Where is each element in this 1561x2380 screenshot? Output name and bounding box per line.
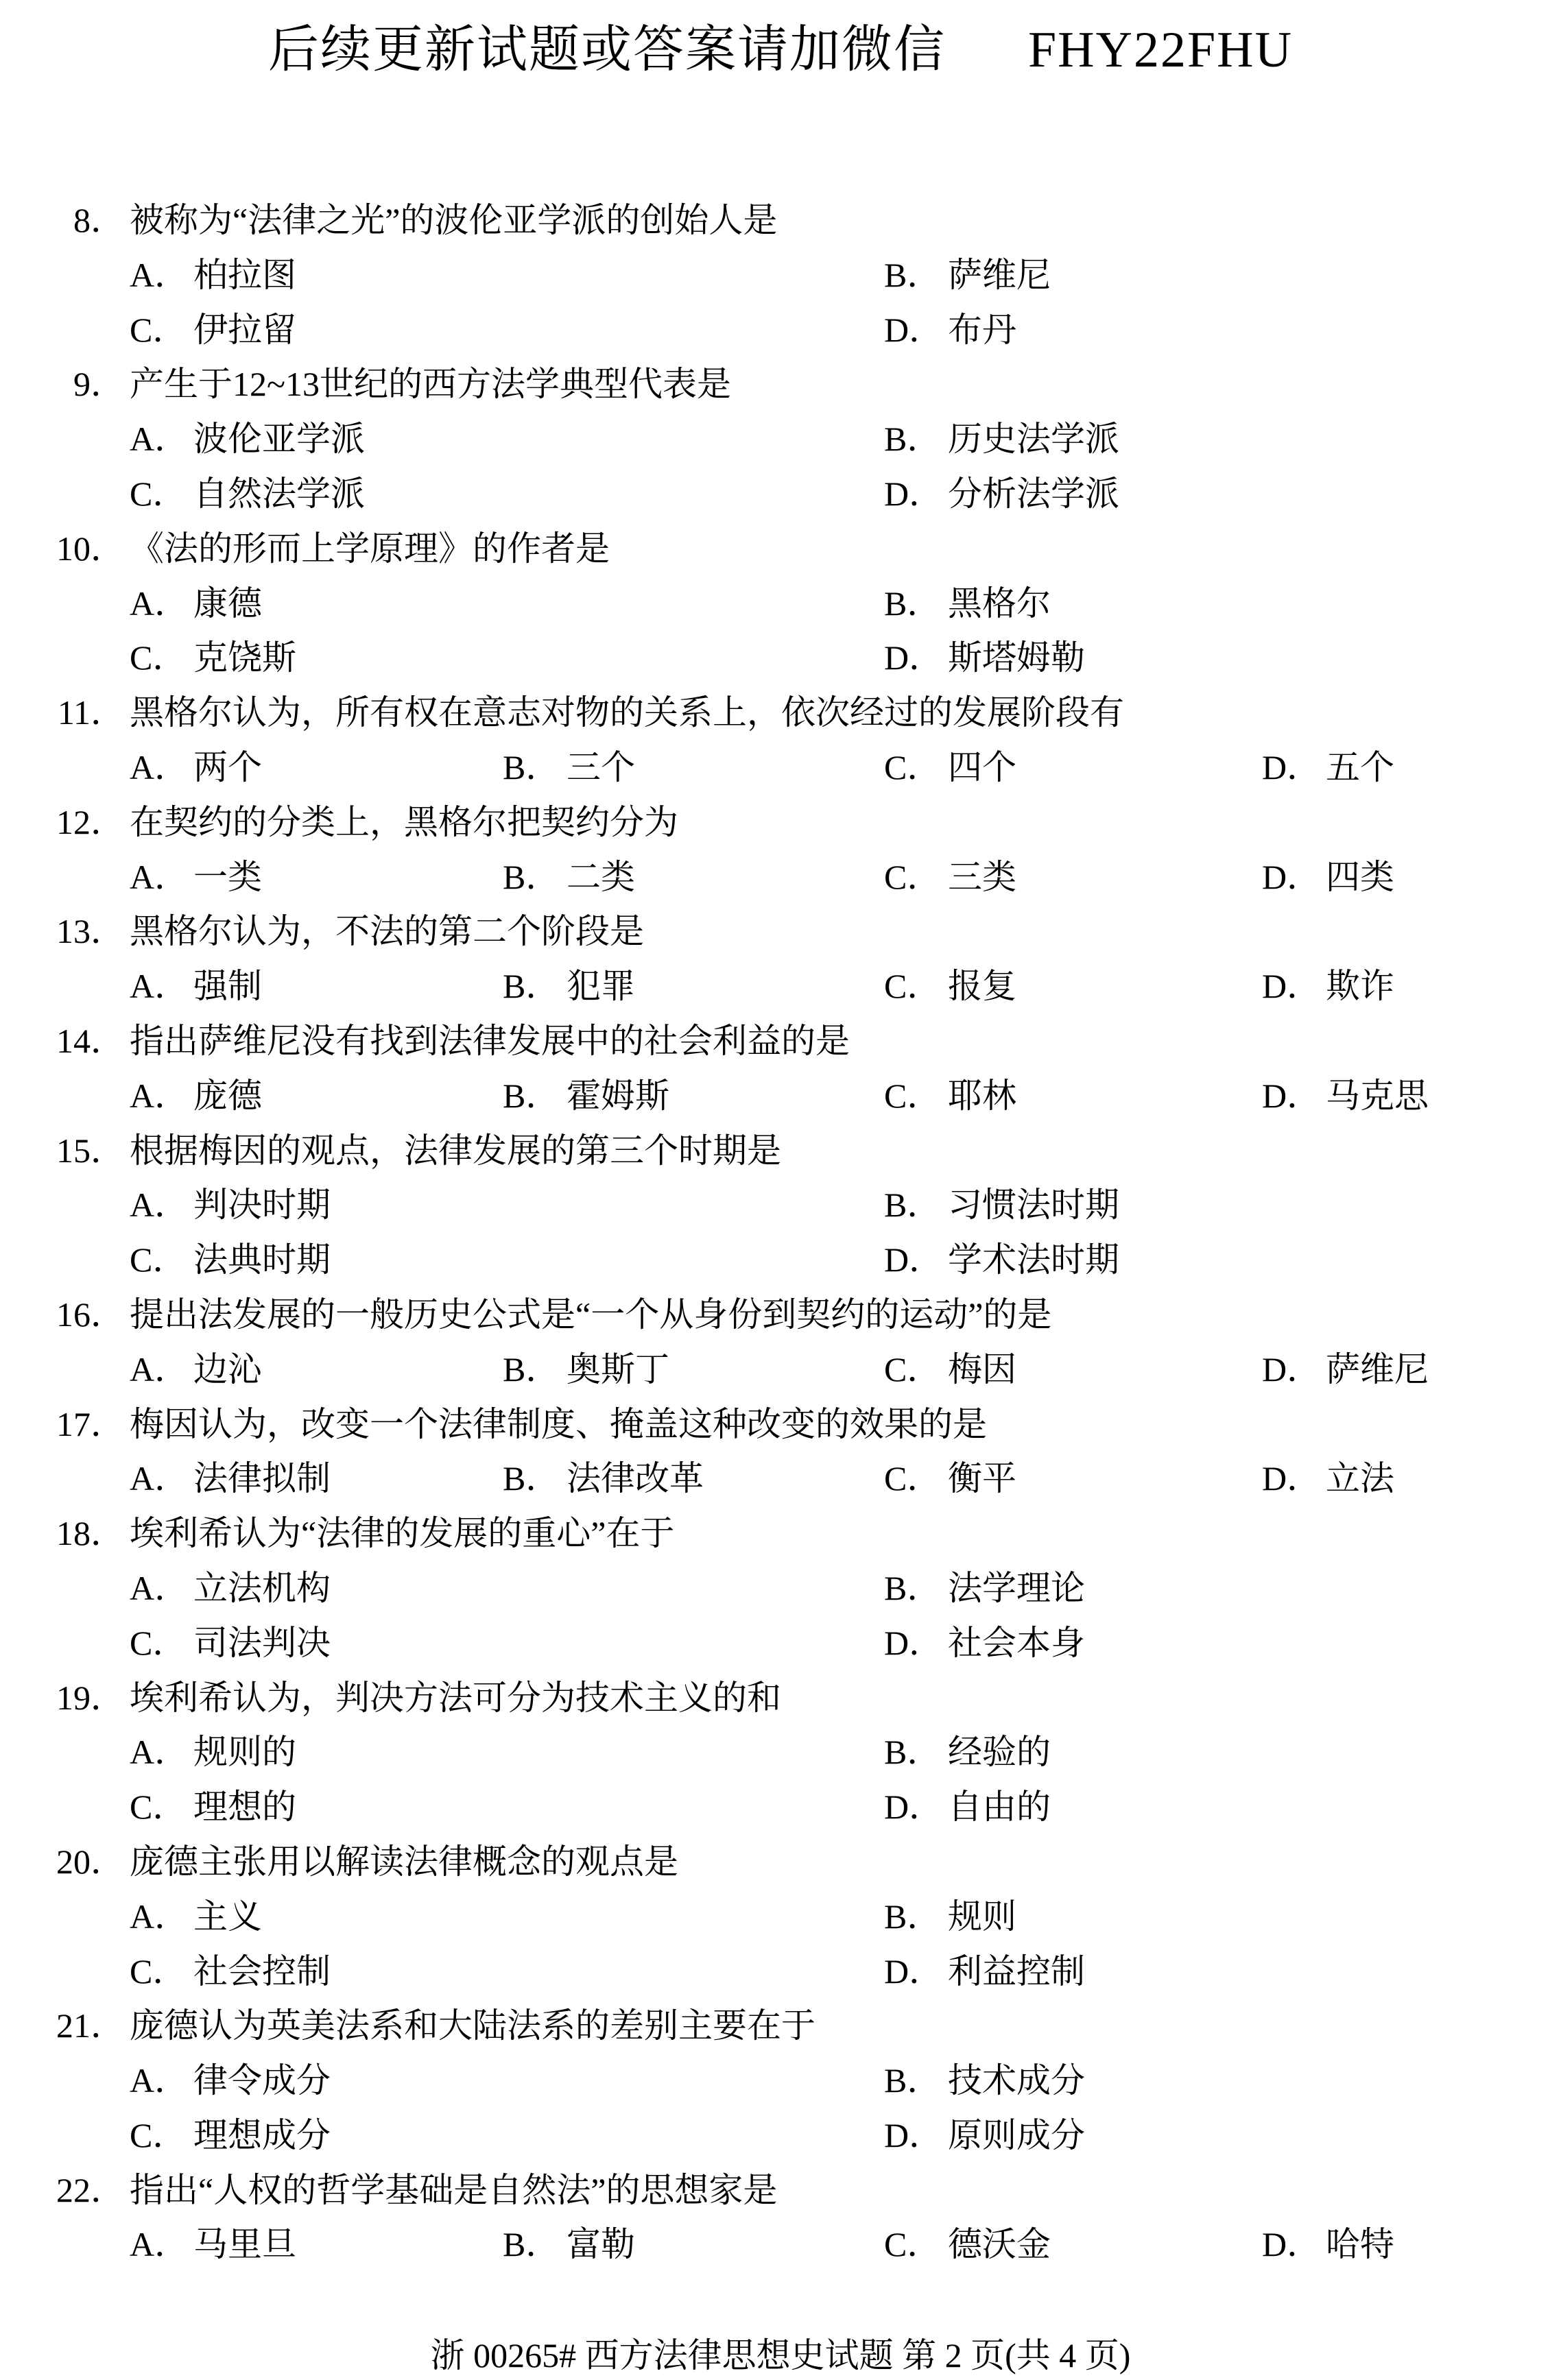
question-stem [0, 904, 1561, 959]
question-stem [0, 1835, 1561, 1890]
option-text: 霍姆斯 [567, 1076, 669, 1115]
option-row [0, 303, 1561, 358]
option-d[interactable] [1262, 2217, 1394, 2272]
option-letter: C． [884, 747, 942, 786]
option-row [0, 1233, 1561, 1288]
option-text: 马里旦 [193, 2225, 296, 2264]
option-letter: A． [130, 1186, 189, 1225]
option-letter: A． [130, 1897, 189, 1936]
option-d[interactable] [884, 303, 1016, 358]
question-text: 黑格尔认为，不法的第二个阶段是 [130, 912, 644, 951]
option-letter: A． [130, 857, 189, 896]
option-text: 布丹 [948, 310, 1016, 349]
question-stem [0, 795, 1561, 850]
option-row [0, 959, 1561, 1014]
option-text: 柏拉图 [193, 255, 296, 294]
option-b[interactable] [503, 1452, 704, 1506]
option-row [0, 1945, 1561, 1999]
option-text: 法学理论 [948, 1568, 1085, 1607]
option-text: 理想成分 [193, 2115, 331, 2154]
option-text: 伊拉留 [193, 310, 296, 349]
option-text: 耶林 [948, 1076, 1016, 1115]
option-c[interactable] [884, 1452, 1016, 1506]
option-letter: D． [884, 1623, 944, 1662]
option-letter: C． [884, 1076, 942, 1115]
option-a[interactable] [130, 248, 296, 303]
page-footer: 浙 00265# 西方法律思想史试题 第 2 页(共 4 页) [430, 2336, 1131, 2375]
question-stem [0, 193, 1561, 248]
option-letter: A． [130, 584, 189, 623]
option-c[interactable] [884, 2217, 1051, 2272]
option-letter: A． [130, 255, 189, 294]
option-c[interactable] [884, 1069, 1016, 1124]
option-text: 学术法时期 [948, 1240, 1119, 1279]
question-number: 10． [56, 529, 125, 568]
option-a[interactable] [130, 1890, 262, 1945]
question-number: 12． [56, 802, 125, 841]
option-letter: C． [130, 2115, 187, 2154]
option-d[interactable] [1262, 741, 1394, 795]
option-text: 两个 [193, 747, 262, 786]
option-letter: D． [1262, 747, 1322, 786]
question-text: 在契约的分类上，黑格尔把契约分为 [130, 802, 678, 841]
option-d[interactable] [1262, 850, 1394, 905]
option-letter: B． [503, 747, 560, 786]
option-row [0, 631, 1561, 686]
option-row [0, 467, 1561, 522]
question-number: 18． [56, 1514, 125, 1553]
option-text: 报复 [948, 967, 1016, 1006]
option-text: 黑格尔 [948, 584, 1051, 623]
question-number: 16． [56, 1295, 125, 1334]
option-letter: D． [884, 1951, 944, 1991]
option-d[interactable] [884, 1233, 1119, 1288]
option-letter: B． [884, 584, 942, 623]
option-letter: D． [1262, 967, 1322, 1006]
question-text: 庞德主张用以解读法律概念的观点是 [130, 1842, 678, 1881]
option-a[interactable] [130, 741, 262, 795]
option-letter: A． [130, 747, 189, 786]
option-b[interactable] [884, 1890, 1016, 1945]
option-text: 规则的 [193, 1733, 296, 1772]
option-row [0, 412, 1561, 467]
option-a[interactable] [130, 1452, 331, 1506]
option-row [0, 1725, 1561, 1780]
option-letter: B． [884, 1186, 942, 1225]
option-b[interactable] [884, 577, 1051, 632]
option-letter: A． [130, 2225, 189, 2264]
option-c[interactable] [884, 741, 1016, 795]
option-text: 立法机构 [193, 1568, 331, 1607]
option-a[interactable] [130, 1561, 331, 1616]
option-text: 一类 [193, 857, 262, 896]
question-text: 庞德认为英美法系和大陆法系的差别主要在于 [130, 2006, 815, 2045]
question-stem [0, 1124, 1561, 1179]
option-text: 五个 [1326, 747, 1394, 786]
option-text: 欺诈 [1326, 967, 1394, 1006]
option-letter: A． [130, 1349, 189, 1389]
option-letter: A． [130, 1733, 189, 1772]
question-stem [0, 686, 1561, 741]
option-d[interactable] [1262, 1069, 1429, 1124]
option-c[interactable] [130, 467, 365, 522]
option-letter: D． [884, 2115, 944, 2154]
question-stem [0, 357, 1561, 412]
option-b[interactable] [503, 850, 635, 905]
option-row [0, 1343, 1561, 1397]
option-letter: A． [130, 1459, 189, 1498]
option-letter: B． [503, 1076, 560, 1115]
question-text: 指出萨维尼没有找到法律发展中的社会利益的是 [130, 1021, 850, 1060]
option-a[interactable] [130, 412, 365, 467]
question-number: 15． [56, 1131, 125, 1170]
option-letter: B． [503, 1459, 560, 1498]
option-row [0, 2054, 1561, 2108]
option-text: 犯罪 [567, 967, 635, 1006]
option-text: 四类 [1326, 857, 1394, 896]
option-b[interactable] [884, 412, 1119, 467]
option-text: 衡平 [948, 1459, 1016, 1498]
option-text: 法律改革 [567, 1459, 704, 1498]
option-letter: D． [1262, 1349, 1322, 1389]
option-row [0, 248, 1561, 303]
option-text: 法典时期 [193, 1240, 331, 1279]
option-c[interactable] [130, 2108, 331, 2163]
option-c[interactable] [130, 1945, 331, 1999]
question-number: 13． [56, 912, 125, 951]
option-letter: B． [884, 2061, 942, 2100]
option-row [0, 741, 1561, 795]
option-letter: C． [884, 2225, 942, 2264]
question-number: 17． [56, 1404, 125, 1443]
option-letter: B． [884, 420, 942, 459]
option-a[interactable] [130, 2217, 296, 2272]
question-number: 8． [73, 201, 125, 239]
option-text: 自然法学派 [193, 474, 365, 513]
option-letter: C． [130, 1951, 187, 1991]
option-d[interactable] [884, 1945, 1085, 1999]
question-stem [0, 1288, 1561, 1343]
option-d[interactable] [884, 1780, 1051, 1835]
option-c[interactable] [130, 1233, 331, 1288]
option-row [0, 2217, 1561, 2272]
option-letter: B． [503, 967, 560, 1006]
option-text: 奥斯丁 [567, 1349, 669, 1389]
option-letter: D． [884, 638, 944, 677]
option-text: 二类 [567, 857, 635, 896]
option-letter: B． [503, 1349, 560, 1389]
option-text: 原则成分 [948, 2115, 1085, 2154]
question-number: 11． [57, 693, 125, 732]
question-stem [0, 1397, 1561, 1452]
option-text: 克饶斯 [193, 638, 296, 677]
option-text: 规则 [948, 1897, 1016, 1936]
page-header [0, 12, 1561, 88]
question-number: 19． [56, 1678, 125, 1717]
option-text: 利益控制 [948, 1951, 1085, 1991]
option-letter: C． [130, 638, 187, 677]
option-letter: A． [130, 1568, 189, 1607]
option-text: 法律拟制 [193, 1459, 331, 1498]
option-row [0, 850, 1561, 905]
question-list [0, 193, 1561, 2272]
option-letter: C． [884, 1349, 942, 1389]
option-c[interactable] [130, 1780, 296, 1835]
option-a[interactable] [130, 1069, 262, 1124]
question-stem [0, 1014, 1561, 1069]
question-stem [0, 1999, 1561, 2054]
option-text: 理想的 [193, 1788, 296, 1827]
option-letter: C． [884, 857, 942, 896]
option-c[interactable] [130, 631, 296, 686]
option-row [0, 1616, 1561, 1671]
question-text: 指出“人权的哲学基础是自然法”的思想家是 [130, 2170, 778, 2209]
option-d[interactable] [1262, 959, 1394, 1014]
question-text: 梅因认为，改变一个法律制度、掩盖这种改变的效果的是 [130, 1404, 987, 1443]
option-c[interactable] [130, 1616, 331, 1671]
option-letter: D． [1262, 2225, 1322, 2264]
question-text: 黑格尔认为，所有权在意志对物的关系上，依次经过的发展阶段有 [130, 693, 1124, 732]
option-row [0, 1561, 1561, 1616]
option-a[interactable] [130, 2054, 331, 2108]
question-stem [0, 2163, 1561, 2218]
option-text: 四个 [948, 747, 1016, 786]
option-d[interactable] [884, 2108, 1085, 2163]
option-c[interactable] [884, 1343, 1016, 1397]
option-text: 庞德 [193, 1076, 262, 1115]
option-text: 哈特 [1326, 2225, 1394, 2264]
option-text: 康德 [193, 584, 262, 623]
option-letter: C． [130, 1240, 187, 1279]
question-stem [0, 1506, 1561, 1561]
option-row [0, 1069, 1561, 1124]
option-text: 判决时期 [193, 1186, 331, 1225]
question-text: 提出法发展的一般历史公式是“一个从身份到契约的运动”的是 [130, 1295, 1052, 1334]
option-row [0, 1178, 1561, 1233]
option-letter: D． [884, 474, 944, 513]
option-d[interactable] [884, 467, 1119, 522]
option-letter: D． [884, 310, 944, 349]
question-text: 根据梅因的观点，法律发展的第三个时期是 [130, 1131, 781, 1170]
option-c[interactable] [130, 303, 296, 358]
option-b[interactable] [884, 248, 1051, 303]
option-letter: B． [884, 1897, 942, 1936]
option-row [0, 1890, 1561, 1945]
option-d[interactable] [1262, 1452, 1394, 1506]
option-text: 经验的 [948, 1733, 1051, 1772]
option-text: 自由的 [948, 1788, 1051, 1827]
option-b[interactable] [503, 1343, 669, 1397]
option-text: 三类 [948, 857, 1016, 896]
option-b[interactable] [884, 1178, 1119, 1233]
option-row [0, 1780, 1561, 1835]
option-text: 历史法学派 [948, 420, 1119, 459]
option-letter: B． [884, 1733, 942, 1772]
option-text: 律令成分 [193, 2061, 331, 2100]
option-a[interactable] [130, 959, 262, 1014]
option-b[interactable] [503, 1069, 669, 1124]
option-b[interactable] [884, 1561, 1085, 1616]
question-text: 《法的形而上学原理》的作者是 [130, 529, 610, 568]
option-b[interactable] [503, 741, 635, 795]
option-b[interactable] [884, 1725, 1051, 1780]
option-letter: C． [130, 1623, 187, 1662]
option-d[interactable] [1262, 1343, 1429, 1397]
question-number: 21． [56, 2006, 125, 2045]
option-row [0, 577, 1561, 632]
option-letter: A． [130, 420, 189, 459]
header-title: 后续更新试题或答案请加微信 [267, 22, 946, 78]
option-text: 社会控制 [193, 1951, 331, 1991]
option-text: 习惯法时期 [948, 1186, 1119, 1225]
option-a[interactable] [130, 1725, 296, 1780]
option-letter: B． [503, 2225, 560, 2264]
option-letter: C． [130, 474, 187, 513]
option-letter: A． [130, 967, 189, 1006]
question-stem [0, 522, 1561, 577]
option-c[interactable] [884, 850, 1016, 905]
option-text: 边沁 [193, 1349, 262, 1389]
option-d[interactable] [884, 631, 1085, 686]
question-stem [0, 1671, 1561, 1726]
option-text: 技术成分 [948, 2061, 1085, 2100]
option-letter: B． [503, 857, 560, 896]
option-text: 社会本身 [948, 1623, 1085, 1662]
option-text: 立法 [1326, 1459, 1394, 1498]
option-text: 萨维尼 [1326, 1349, 1429, 1389]
question-number: 9． [73, 365, 125, 404]
option-text: 波伦亚学派 [193, 420, 365, 459]
option-text: 三个 [567, 747, 635, 786]
header-code: FHY22FHU [1027, 22, 1294, 78]
question-text: 被称为“法律之光”的波伦亚学派的创始人是 [130, 201, 778, 239]
option-text: 强制 [193, 967, 262, 1006]
option-b[interactable] [503, 959, 635, 1014]
question-text: 埃利希认为“法律的发展的重心”在于 [130, 1514, 675, 1553]
option-letter: C． [884, 1459, 942, 1498]
option-row [0, 2108, 1561, 2163]
question-number: 14． [56, 1021, 125, 1060]
option-letter: C． [884, 967, 942, 1006]
option-text: 富勒 [567, 2225, 635, 2264]
option-text: 德沃金 [948, 2225, 1051, 2264]
option-text: 主义 [193, 1897, 262, 1936]
option-a[interactable] [130, 577, 262, 632]
option-a[interactable] [130, 850, 262, 905]
option-b[interactable] [503, 2217, 635, 2272]
option-letter: A． [130, 2061, 189, 2100]
question-number: 22． [56, 2170, 125, 2209]
option-letter: C． [130, 310, 187, 349]
option-d[interactable] [884, 1616, 1085, 1671]
option-text: 分析法学派 [948, 474, 1119, 513]
option-letter: B． [884, 255, 942, 294]
option-letter: B． [884, 1568, 942, 1607]
option-letter: D． [884, 1240, 944, 1279]
option-letter: D． [1262, 857, 1322, 896]
option-letter: D． [884, 1788, 944, 1827]
question-text: 产生于12~13世纪的西方法学典型代表是 [130, 365, 732, 404]
option-a[interactable] [130, 1178, 331, 1233]
question-number: 20． [56, 1842, 125, 1881]
option-text: 梅因 [948, 1349, 1016, 1389]
option-letter: A． [130, 1076, 189, 1115]
option-b[interactable] [884, 2054, 1085, 2108]
option-letter: D． [1262, 1076, 1322, 1115]
option-letter: C． [130, 1788, 187, 1827]
option-a[interactable] [130, 1343, 262, 1397]
option-c[interactable] [884, 959, 1016, 1014]
option-text: 司法判决 [193, 1623, 331, 1662]
option-row [0, 1452, 1561, 1506]
option-text: 马克思 [1326, 1076, 1429, 1115]
option-text: 萨维尼 [948, 255, 1051, 294]
question-text: 埃利希认为，判决方法可分为技术主义的和 [130, 1678, 781, 1717]
option-text: 斯塔姆勒 [948, 638, 1085, 677]
option-letter: D． [1262, 1459, 1322, 1498]
